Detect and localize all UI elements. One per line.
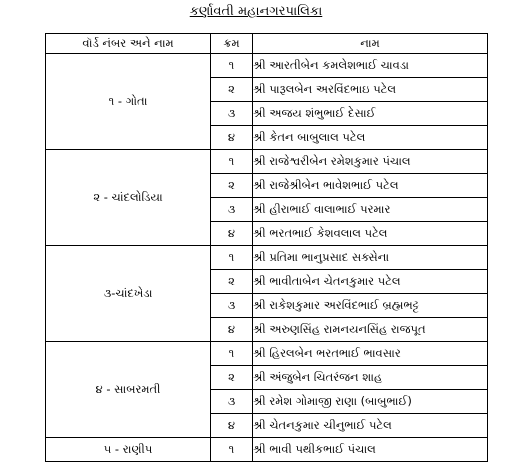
serial-number-cell: ૪ bbox=[211, 414, 253, 438]
table-row bbox=[46, 150, 488, 174]
member-name-cell: શ્રી રાકેશકુમાર અરવિંદભાઈ બ્રહ્મભટ્ટ bbox=[253, 294, 488, 318]
member-name-cell: શ્રી કેતન બાબુલાલ પટેલ bbox=[253, 126, 488, 150]
name-column-header: નામ bbox=[253, 34, 488, 54]
serial-number-cell: ૨ bbox=[211, 174, 253, 198]
member-name-cell: શ્રી ભરતભાઈ કેશવલાલ પટેલ bbox=[253, 222, 488, 246]
table-body bbox=[46, 54, 488, 462]
serial-number-cell: ૧ bbox=[211, 150, 253, 174]
serial-number-cell: ૨ bbox=[211, 78, 253, 102]
member-name-cell: શ્રી અજય શંભુભાઈ દેસાઈ bbox=[253, 102, 488, 126]
serial-number-cell: ૧ bbox=[211, 54, 253, 78]
member-name-cell: શ્રી અંજુબેન ચિતરંજન શાહ bbox=[253, 366, 488, 390]
member-name-cell: શ્રી રાજેશ્વરીબેન રમેશકુમાર પંચાલ bbox=[253, 150, 488, 174]
table-row bbox=[46, 54, 488, 78]
serial-number-cell: ૨ bbox=[211, 366, 253, 390]
serial-number-cell: ૨ bbox=[211, 270, 253, 294]
member-name-cell: શ્રી પ્રતિમા ભાનુપ્રસાદ સક્સેના bbox=[253, 246, 488, 270]
member-name-cell: શ્રી પારૂલબેન અરવિંદભાઇ પટેલ bbox=[253, 78, 488, 102]
member-name-cell: શ્રી રમેશ ગોમાજી રાણા (બાબુભાઈ) bbox=[253, 390, 488, 414]
ward-name-cell: ૩-ચાંદખેડા bbox=[46, 246, 211, 342]
serial-number-cell: ૩ bbox=[211, 102, 253, 126]
member-name-cell: શ્રી હીરાભાઈ વાલાભાઈ પરમાર bbox=[253, 198, 488, 222]
serial-number-cell: ૧ bbox=[211, 438, 253, 462]
ward-name-cell: ૨ - ચાંદલોડિયા bbox=[46, 150, 211, 246]
member-name-cell: શ્રી હિરલબેન ભરતભાઈ ભાવસાર bbox=[253, 342, 488, 366]
ward-name-cell: ૧ - ગોતા bbox=[46, 54, 211, 150]
table-header-row bbox=[46, 34, 488, 54]
member-name-cell: શ્રી રાજેશ્રીબેન ભાવેશભાઈ પટેલ bbox=[253, 174, 488, 198]
member-name-cell: શ્રી ભાવીતાબેન ચેતનકુમાર પટેલ bbox=[253, 270, 488, 294]
member-name-cell: શ્રી ભાવી પથીકભાઈ પંચાલ bbox=[253, 438, 488, 462]
member-name-cell: શ્રી ચેતનકુમાર ચીનુભાઈ પટેલ bbox=[253, 414, 488, 438]
ward-name-cell: ૫ - રાણીપ bbox=[46, 438, 211, 462]
serial-number-cell: ૪ bbox=[211, 318, 253, 342]
serial-number-cell: ૧ bbox=[211, 342, 253, 366]
serial-number-cell: ૧ bbox=[211, 246, 253, 270]
member-name-cell: શ્રી અરુણસિંહ રામનયનસિંહ રાજપૂત bbox=[253, 318, 488, 342]
ward-members-table bbox=[45, 33, 488, 462]
serial-number-cell: ૩ bbox=[211, 198, 253, 222]
serial-number-cell: ૩ bbox=[211, 390, 253, 414]
serial-number-cell: ૪ bbox=[211, 222, 253, 246]
serial-number-cell: ૪ bbox=[211, 126, 253, 150]
serial-number-cell: ૩ bbox=[211, 294, 253, 318]
member-name-cell: શ્રી આરતીબેન કમલેશભાઈ ચાવડા bbox=[253, 54, 488, 78]
page-title: કર્ણાવતી મહાનગરપાલિકા bbox=[189, 4, 323, 19]
table-row bbox=[46, 438, 488, 462]
ward-name-cell: ૪ - સાબરમતી bbox=[46, 342, 211, 438]
serial-column-header: ક્રમ bbox=[211, 34, 253, 54]
table-row bbox=[46, 246, 488, 270]
table-row bbox=[46, 342, 488, 366]
ward-column-header: વૉર્ડ નંબર અને નામ bbox=[46, 34, 211, 54]
